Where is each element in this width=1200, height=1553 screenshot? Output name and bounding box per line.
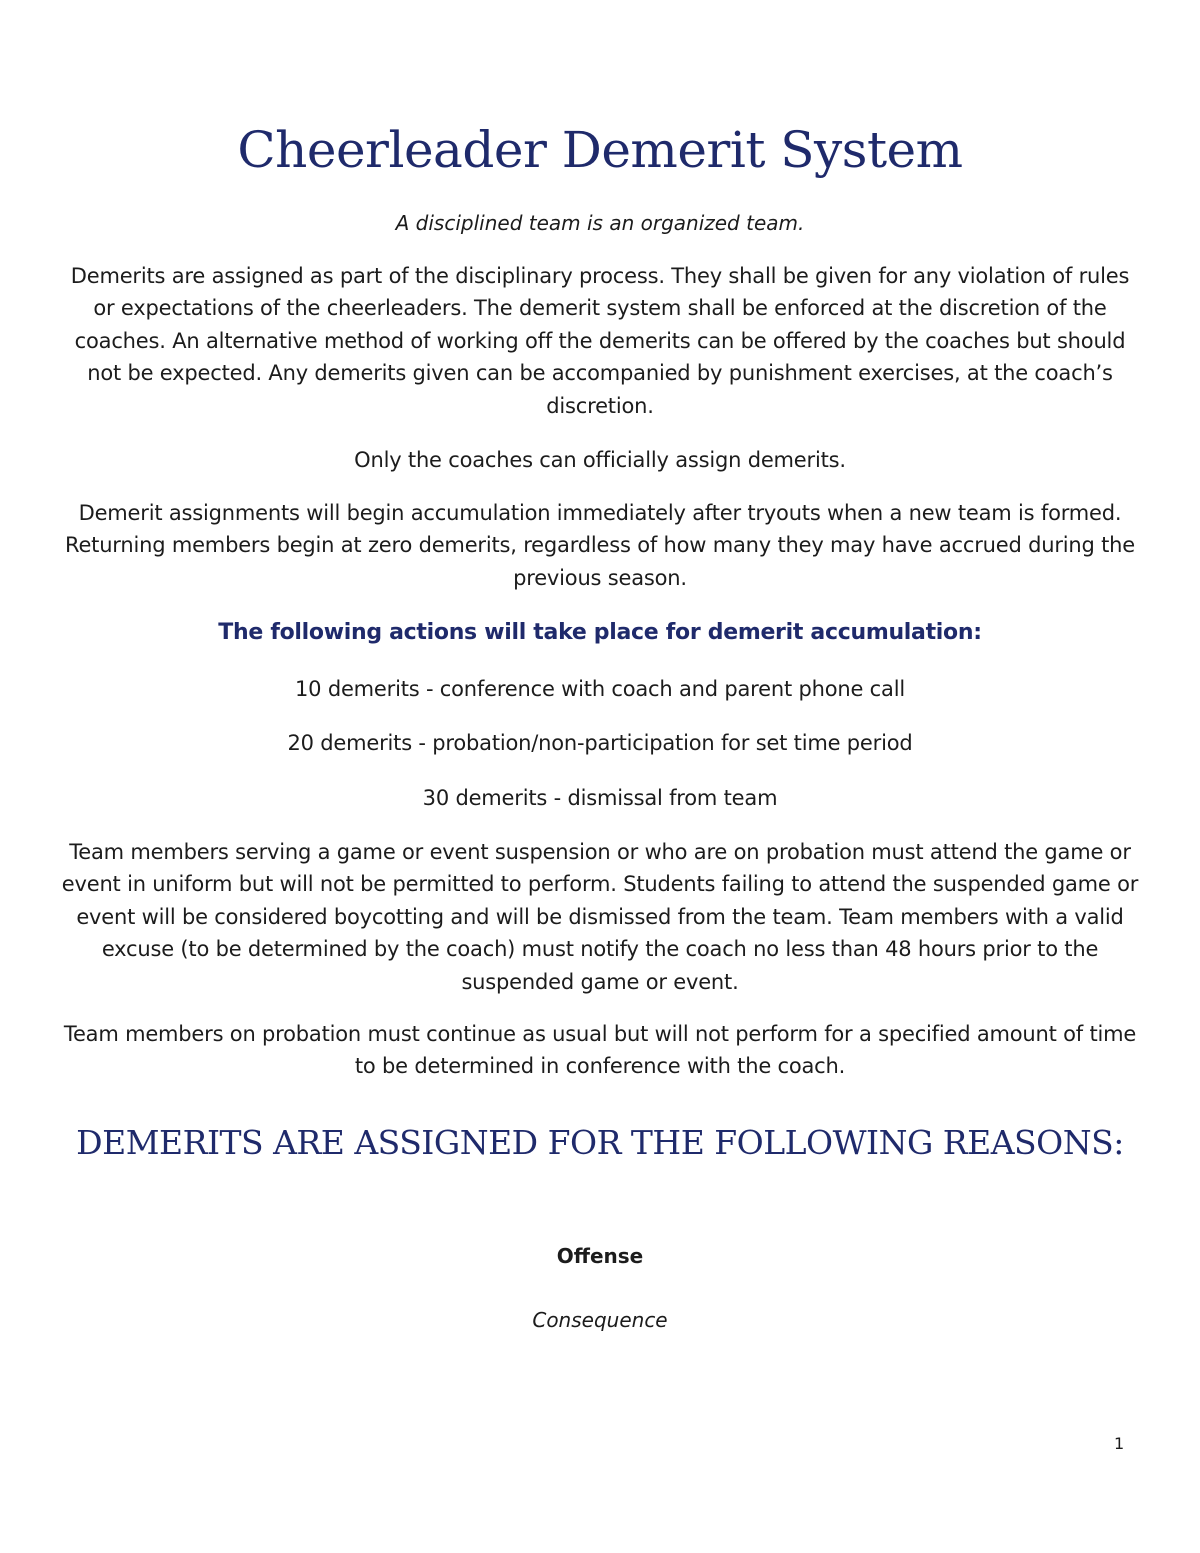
intro-paragraph: Demerits are assigned as part of the disciplinary process. They shall be given for any violation of rules or expectations of the cheerleaders. The demerit system shall be enforced at the discretion of the coaches. An alternative method of working off the demerits can be offered by the coaches but should not be expected. Any demerits given can be accompanied by punishment exercises, at the coach’s discretion.	[70, 264, 1130, 418]
demerit-tier-30: 30 demerits - dismissal from team	[422, 786, 778, 810]
consequence-column-header: Consequence	[532, 1308, 668, 1332]
suspension-paragraph: Team members serving a game or event suspension or who are on probation must attend the game or event in uniform but will not be permitted to perform. Students failing to attend the suspended game or event will be considered boycotting and will be dismissed from the team. Team members with a valid excuse (to be determined by the coach) must notify the coach no less than 48 hours prior to the suspended game or event.	[61, 840, 1139, 994]
demerit-tier-20: 20 demerits - probation/non-participation for set time period	[287, 731, 913, 755]
actions-heading: The following actions will take place for demerit accumulation:	[218, 620, 982, 645]
tagline: A disciplined team is an organized team.	[395, 211, 805, 235]
offense-column-header: Offense	[556, 1244, 644, 1268]
probation-paragraph: Team members on probation must continue as usual but will not perform for a specified amount of time to be determined in conference with the coach.	[63, 1022, 1137, 1079]
accumulation-start-paragraph: Demerit assignments will begin accumulation immediately after tryouts when a new team is formed. Returning members begin at zero demerits, regardless of how many they may have accrued during the previous season.	[65, 501, 1135, 590]
page-number: 1	[1114, 1434, 1125, 1453]
document-page	[60, 0, 1140, 1553]
reasons-heading: DEMERITS ARE ASSIGNED FOR THE FOLLOWING REASONS:	[76, 1123, 1124, 1162]
demerit-tier-10: 10 demerits - conference with coach and parent phone call	[295, 677, 905, 701]
coaches-only-paragraph: Only the coaches can officially assign demerits.	[354, 448, 846, 472]
document-title: Cheerleader Demerit System	[237, 121, 963, 179]
